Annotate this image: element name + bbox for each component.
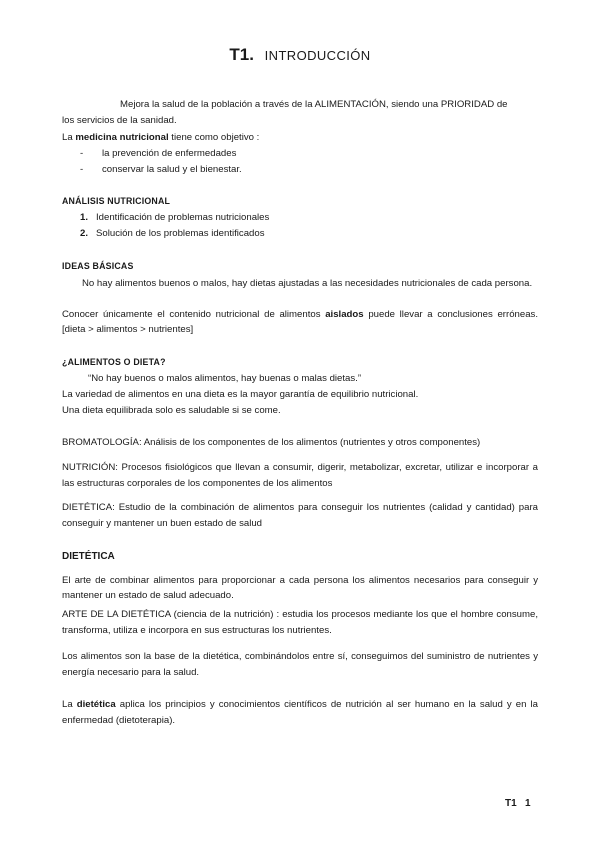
analisis-item-1: 1. Identificación de problemas nutricionales	[80, 212, 270, 223]
bold-term: dietética	[76, 699, 116, 710]
definition-nutricion: NUTRICIÓN: Procesos fisiológicos que llevan a consumir, digerir, metabolizar, excretar, utilizar e incorporar a las estructuras corporales de los componentes de los alimentos	[62, 462, 538, 489]
dietetica-paragraph-4: La dietética aplica los principios y conocimientos científicos de nutrición al ser humano en la salud y en la enfermedad (dietoterapia).	[62, 699, 538, 726]
analisis-item-2: 2. Solución de los problemas identificados	[80, 228, 265, 239]
dietetica-paragraph-3: Los alimentos son la base de la dietética, combinándolos entre sí, conseguimos del suministro de nutrientes y energía necesario para la salud.	[62, 651, 538, 678]
dietetica-paragraph-1: El arte de combinar alimentos para proporcionar a cada persona los alimentos necesarios para conseguir y mantener un estado de salud adecuado.	[62, 575, 538, 601]
definition-dietetica: DIETÉTICA: Estudio de la combinación de alimentos para conseguir los nutrientes (calidad y cantidad) para conseguir y mantener un buen estado de salud	[62, 502, 538, 529]
title-number: T1.	[229, 45, 254, 64]
page-title	[0, 47, 600, 65]
intro-bullet-2: - conservar la salud y el bienestar.	[80, 164, 242, 175]
ideas-paragraph-2: Conocer únicamente el contenido nutricional de alimentos aislados puede llevar a conclusiones erróneas. [dieta > alimentos > nutrientes]	[62, 309, 538, 335]
bold-term: medicina nutricional	[75, 132, 169, 143]
intro-bullet-1: - la prevención de enfermedades	[80, 148, 237, 159]
intro-line-3: La medicina nutricional tiene como objetivo :	[62, 132, 260, 143]
heading-analisis: ANÁLISIS NUTRICIONAL	[62, 196, 171, 206]
page-footer	[505, 796, 531, 811]
footer-label: T1	[505, 798, 517, 809]
alimentos-line-3: Una dieta equilibrada solo es saludable si se come.	[62, 405, 281, 416]
definition-bromatologia: BROMATOLOGÍA: Análisis de los componentes de los alimentos (nutrientes y otros componentes)	[62, 437, 481, 448]
heading-ideas: IDEAS BÁSICAS	[62, 261, 134, 271]
heading-dietetica: DIETÉTICA	[62, 551, 115, 562]
page-number: 1	[525, 798, 531, 809]
dietetica-paragraph-2: ARTE DE LA DIETÉTICA (ciencia de la nutrición) : estudia los procesos mediante los que el hombre consume, transforma, utiliza e incorpora en sus estructuras los nutrientes.	[62, 609, 538, 636]
intro-line-2: los servicios de la sanidad.	[62, 115, 177, 126]
intro-line-1: Mejora la salud de la población a través de la ALIMENTACIÓN, siendo una PRIORIDAD de	[120, 99, 508, 110]
heading-alimentos: ¿ALIMENTOS O DIETA?	[62, 357, 166, 367]
title-text: INTRODUCCIÓN	[264, 48, 371, 63]
alimentos-quote: “No hay buenos o malos alimentos, hay buenas o malas dietas.”	[88, 373, 362, 384]
alimentos-line-2: La variedad de alimentos en una dieta es la mayor garantía de equilibrio nutricional.	[62, 389, 419, 400]
ideas-paragraph-1: No hay alimentos buenos o malos, hay dietas ajustadas a las necesidades nutricionales de cada persona.	[82, 278, 533, 289]
bold-term: aislados	[325, 309, 364, 320]
